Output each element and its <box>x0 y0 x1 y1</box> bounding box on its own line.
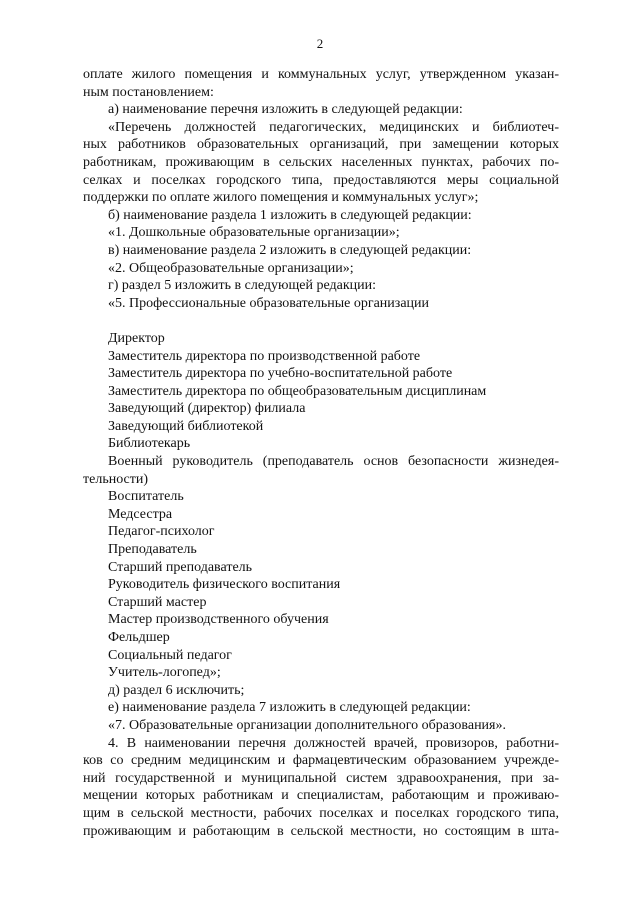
text-line: ков со средним медицинским и фармацевтическим образованием учрежде- <box>83 753 559 769</box>
text-line: Военный руководитель (преподаватель основ безопасности жизнедея- <box>108 454 559 470</box>
body-text <box>83 66 559 840</box>
position-list-item: Старший мастер <box>108 594 207 610</box>
text-line: «5. Профессиональные образовательные организации <box>108 295 430 311</box>
text-line: г) раздел 5 изложить в следующей редакции: <box>108 278 376 294</box>
position-list-item: Медсестра <box>108 506 173 522</box>
text-line: «Перечень должностей педагогических, медицинских и библиотеч- <box>108 119 559 135</box>
position-list-item: Заместитель директора по учебно-воспитательной работе <box>108 366 453 382</box>
text-line: д) раздел 6 исключить; <box>108 682 245 698</box>
position-list-item: Руководитель физического воспитания <box>108 577 341 593</box>
text-line: тельности) <box>83 471 149 487</box>
text-line: «2. Общеобразовательные организации»; <box>108 260 354 276</box>
position-list-item: Социальный педагог <box>108 647 232 663</box>
position-list-item: Педагог-психолог <box>108 524 215 540</box>
position-list-item: Воспитатель <box>108 489 184 505</box>
text-line: проживающим и работающим в сельской местности, но состоящим в шта- <box>83 823 559 839</box>
page-number: 2 <box>316 36 324 51</box>
text-line: «1. Дошкольные образовательные организации»; <box>108 225 400 241</box>
text-line: ным постановлением: <box>83 84 214 100</box>
position-list-item: Преподаватель <box>108 542 197 558</box>
position-list-item: Мастер производственного обучения <box>108 612 329 628</box>
text-line: работникам, проживающим в сельских населенных пунктах, рабочих по- <box>83 154 559 170</box>
text-line: мещении которых работникам и специалистам, работающим и проживаю- <box>83 788 559 804</box>
text-line: в) наименование раздела 2 изложить в следующей редакции: <box>108 242 472 258</box>
position-list-item: Старший преподаватель <box>108 559 253 575</box>
position-list-item: Заведующий библиотекой <box>108 418 264 434</box>
text-line: «7. Образовательные организации дополнительного образования». <box>108 717 506 733</box>
position-list-item: Библиотекарь <box>108 436 191 452</box>
position-list-item: Учитель-логопед»; <box>108 665 221 681</box>
text-line: поддержки по оплате жилого помещения и коммунальных услуг»; <box>83 190 479 206</box>
text-line: селках и поселках городского типа, предоставляются меры социальной <box>83 172 559 188</box>
text-line: ний государственной и муниципальной систем здравоохранения, при за- <box>83 770 559 786</box>
position-list-item: Директор <box>108 330 165 346</box>
position-list-item: Заведующий (директор) филиала <box>108 401 306 417</box>
text-line: 4. В наименовании перечня должностей врачей, провизоров, работни- <box>108 735 559 751</box>
text-line: оплате жилого помещения и коммунальных услуг, утвержденном указан- <box>83 67 559 82</box>
blank-line <box>83 312 559 330</box>
position-list-item: Заместитель директора по общеобразовательным дисциплинам <box>108 383 487 399</box>
text-line: е) наименование раздела 7 изложить в следующей редакции: <box>108 700 471 716</box>
text-line: а) наименование перечня изложить в следующей редакции: <box>108 102 463 118</box>
text-line: щим в сельской местности, рабочих поселках и поселках городского типа, <box>83 805 559 821</box>
text-line: б) наименование раздела 1 изложить в следующей редакции: <box>108 207 472 223</box>
position-list-item: Заместитель директора по производственной работе <box>108 348 421 364</box>
position-list-item: Фельдшер <box>108 630 170 645</box>
text-line: ных работников образовательных организаций, при замещении которых <box>83 137 559 153</box>
